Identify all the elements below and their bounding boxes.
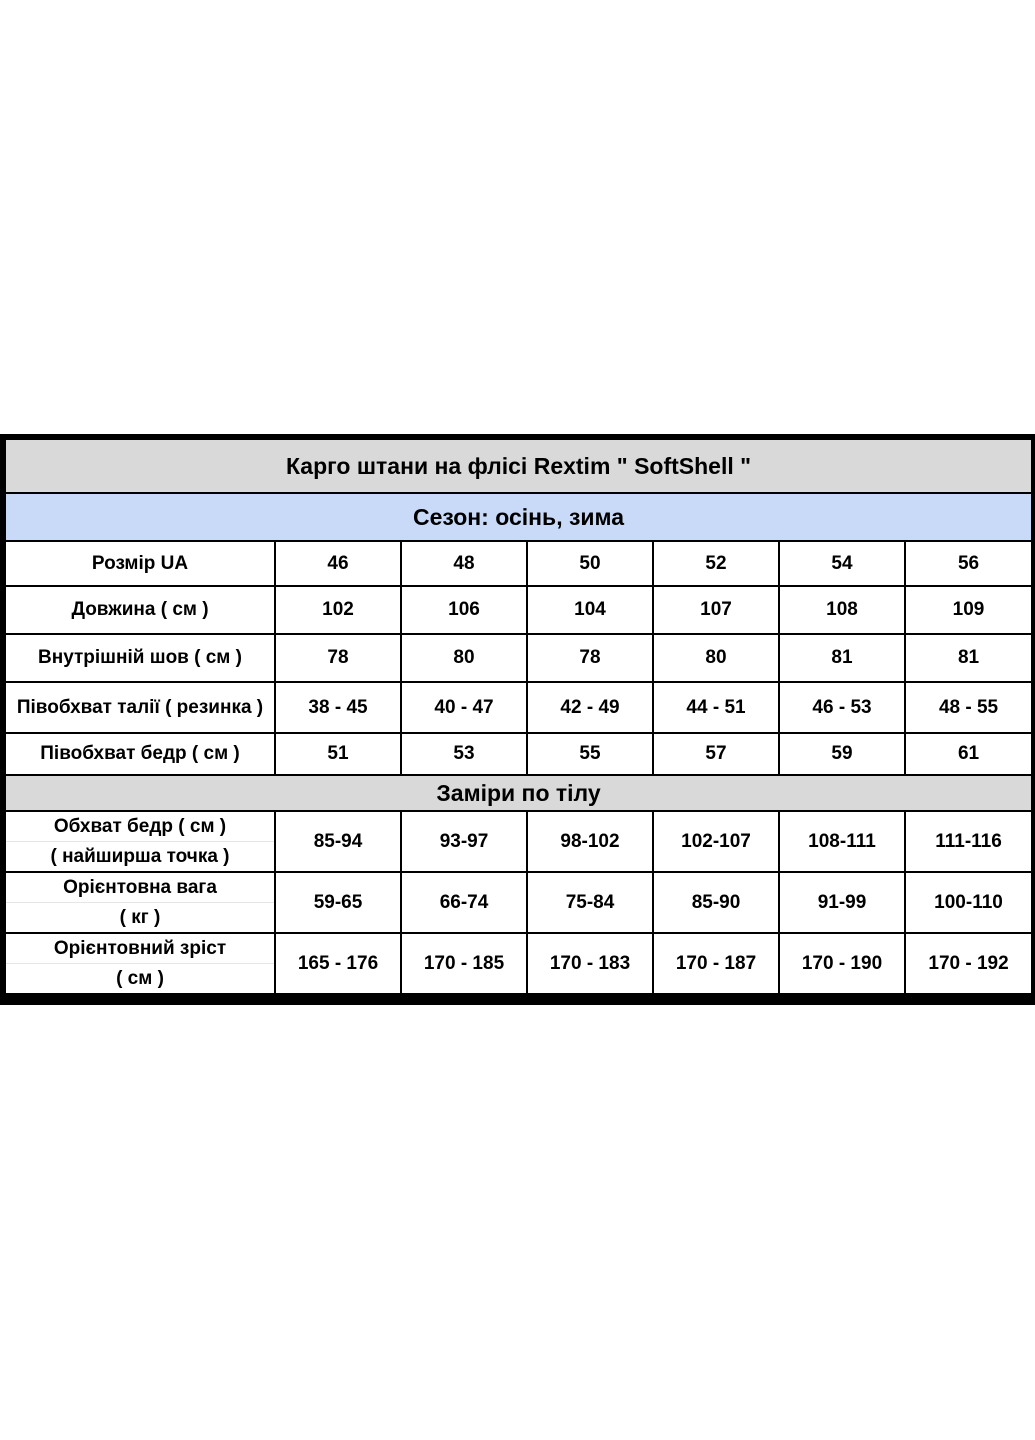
table-cell: 100-110 xyxy=(905,872,1032,933)
table-cell: 170 - 185 xyxy=(401,933,527,994)
table-cell: 93-97 xyxy=(401,811,527,872)
table-row-hip-girth xyxy=(5,811,1032,872)
table-cell: 44 - 51 xyxy=(653,682,779,733)
table-row-half-waist xyxy=(5,682,1032,733)
row-label-line1: Обхват бедр ( см ) xyxy=(6,812,274,842)
row-label-line2: ( найширша точка ) xyxy=(50,846,230,867)
row-label xyxy=(5,933,275,994)
table-cell: 61 xyxy=(905,733,1032,775)
table-cell: 80 xyxy=(401,634,527,682)
table-row-length xyxy=(5,586,1032,634)
row-label xyxy=(5,811,275,872)
table-cell: 78 xyxy=(275,634,401,682)
table-cell: 48 xyxy=(401,541,527,586)
table-row-inseam xyxy=(5,634,1032,682)
row-label-line2: ( кг ) xyxy=(119,907,161,928)
section-header-body-measurements: Заміри по тілу xyxy=(5,775,1032,811)
table-cell: 75-84 xyxy=(527,872,653,933)
table-cell: 170 - 192 xyxy=(905,933,1032,994)
table-cell: 38 - 45 xyxy=(275,682,401,733)
table-row-height xyxy=(5,933,1032,994)
table-cell: 165 - 176 xyxy=(275,933,401,994)
table-cell: 98-102 xyxy=(527,811,653,872)
table-cell: 57 xyxy=(653,733,779,775)
table-cell: 106 xyxy=(401,586,527,634)
table-cell: 51 xyxy=(275,733,401,775)
table-cell: 48 - 55 xyxy=(905,682,1032,733)
table-cell: 42 - 49 xyxy=(527,682,653,733)
table-cell: 53 xyxy=(401,733,527,775)
table-cell: 107 xyxy=(653,586,779,634)
table-cell: 80 xyxy=(653,634,779,682)
row-label: Внутрішній шов ( см ) xyxy=(5,634,275,682)
row-label-line1: Орієнтовний зріст xyxy=(6,934,274,964)
table-cell: 46 - 53 xyxy=(779,682,905,733)
table-cell: 170 - 183 xyxy=(527,933,653,994)
table-row-half-hip xyxy=(5,733,1032,775)
table-cell: 59-65 xyxy=(275,872,401,933)
table-cell: 66-74 xyxy=(401,872,527,933)
season-row: Сезон: осінь, зима xyxy=(5,493,1032,541)
table-cell: 59 xyxy=(779,733,905,775)
row-label-line1: Орієнтовна вага xyxy=(6,873,274,903)
table-cell: 50 xyxy=(527,541,653,586)
chart-title: Карго штани на флісі Rextim " SoftShell " xyxy=(5,439,1032,493)
table-cell: 46 xyxy=(275,541,401,586)
table-cell: 78 xyxy=(527,634,653,682)
table-cell: 56 xyxy=(905,541,1032,586)
table-row-size xyxy=(5,541,1032,586)
row-label: Півобхват талії ( резинка ) xyxy=(5,682,275,733)
table-cell: 91-99 xyxy=(779,872,905,933)
table-cell: 54 xyxy=(779,541,905,586)
table-cell: 108 xyxy=(779,586,905,634)
table-row-weight xyxy=(5,872,1032,933)
table-cell: 170 - 190 xyxy=(779,933,905,994)
row-label: Розмір UA xyxy=(5,541,275,586)
table-cell: 55 xyxy=(527,733,653,775)
table-cell: 108-111 xyxy=(779,811,905,872)
table-cell: 170 - 187 xyxy=(653,933,779,994)
table-cell: 52 xyxy=(653,541,779,586)
table-cell: 81 xyxy=(779,634,905,682)
row-label-line2: ( см ) xyxy=(116,968,164,989)
table-cell: 102-107 xyxy=(653,811,779,872)
table-cell: 109 xyxy=(905,586,1032,634)
table-cell: 85-94 xyxy=(275,811,401,872)
row-label xyxy=(5,872,275,933)
row-label: Півобхват бедр ( см ) xyxy=(5,733,275,775)
row-label: Довжина ( см ) xyxy=(5,586,275,634)
table-cell: 111-116 xyxy=(905,811,1032,872)
table-cell: 81 xyxy=(905,634,1032,682)
table-cell: 85-90 xyxy=(653,872,779,933)
table-cell: 104 xyxy=(527,586,653,634)
table-cell: 102 xyxy=(275,586,401,634)
table-cell: 40 - 47 xyxy=(401,682,527,733)
size-chart-table xyxy=(4,438,1033,995)
